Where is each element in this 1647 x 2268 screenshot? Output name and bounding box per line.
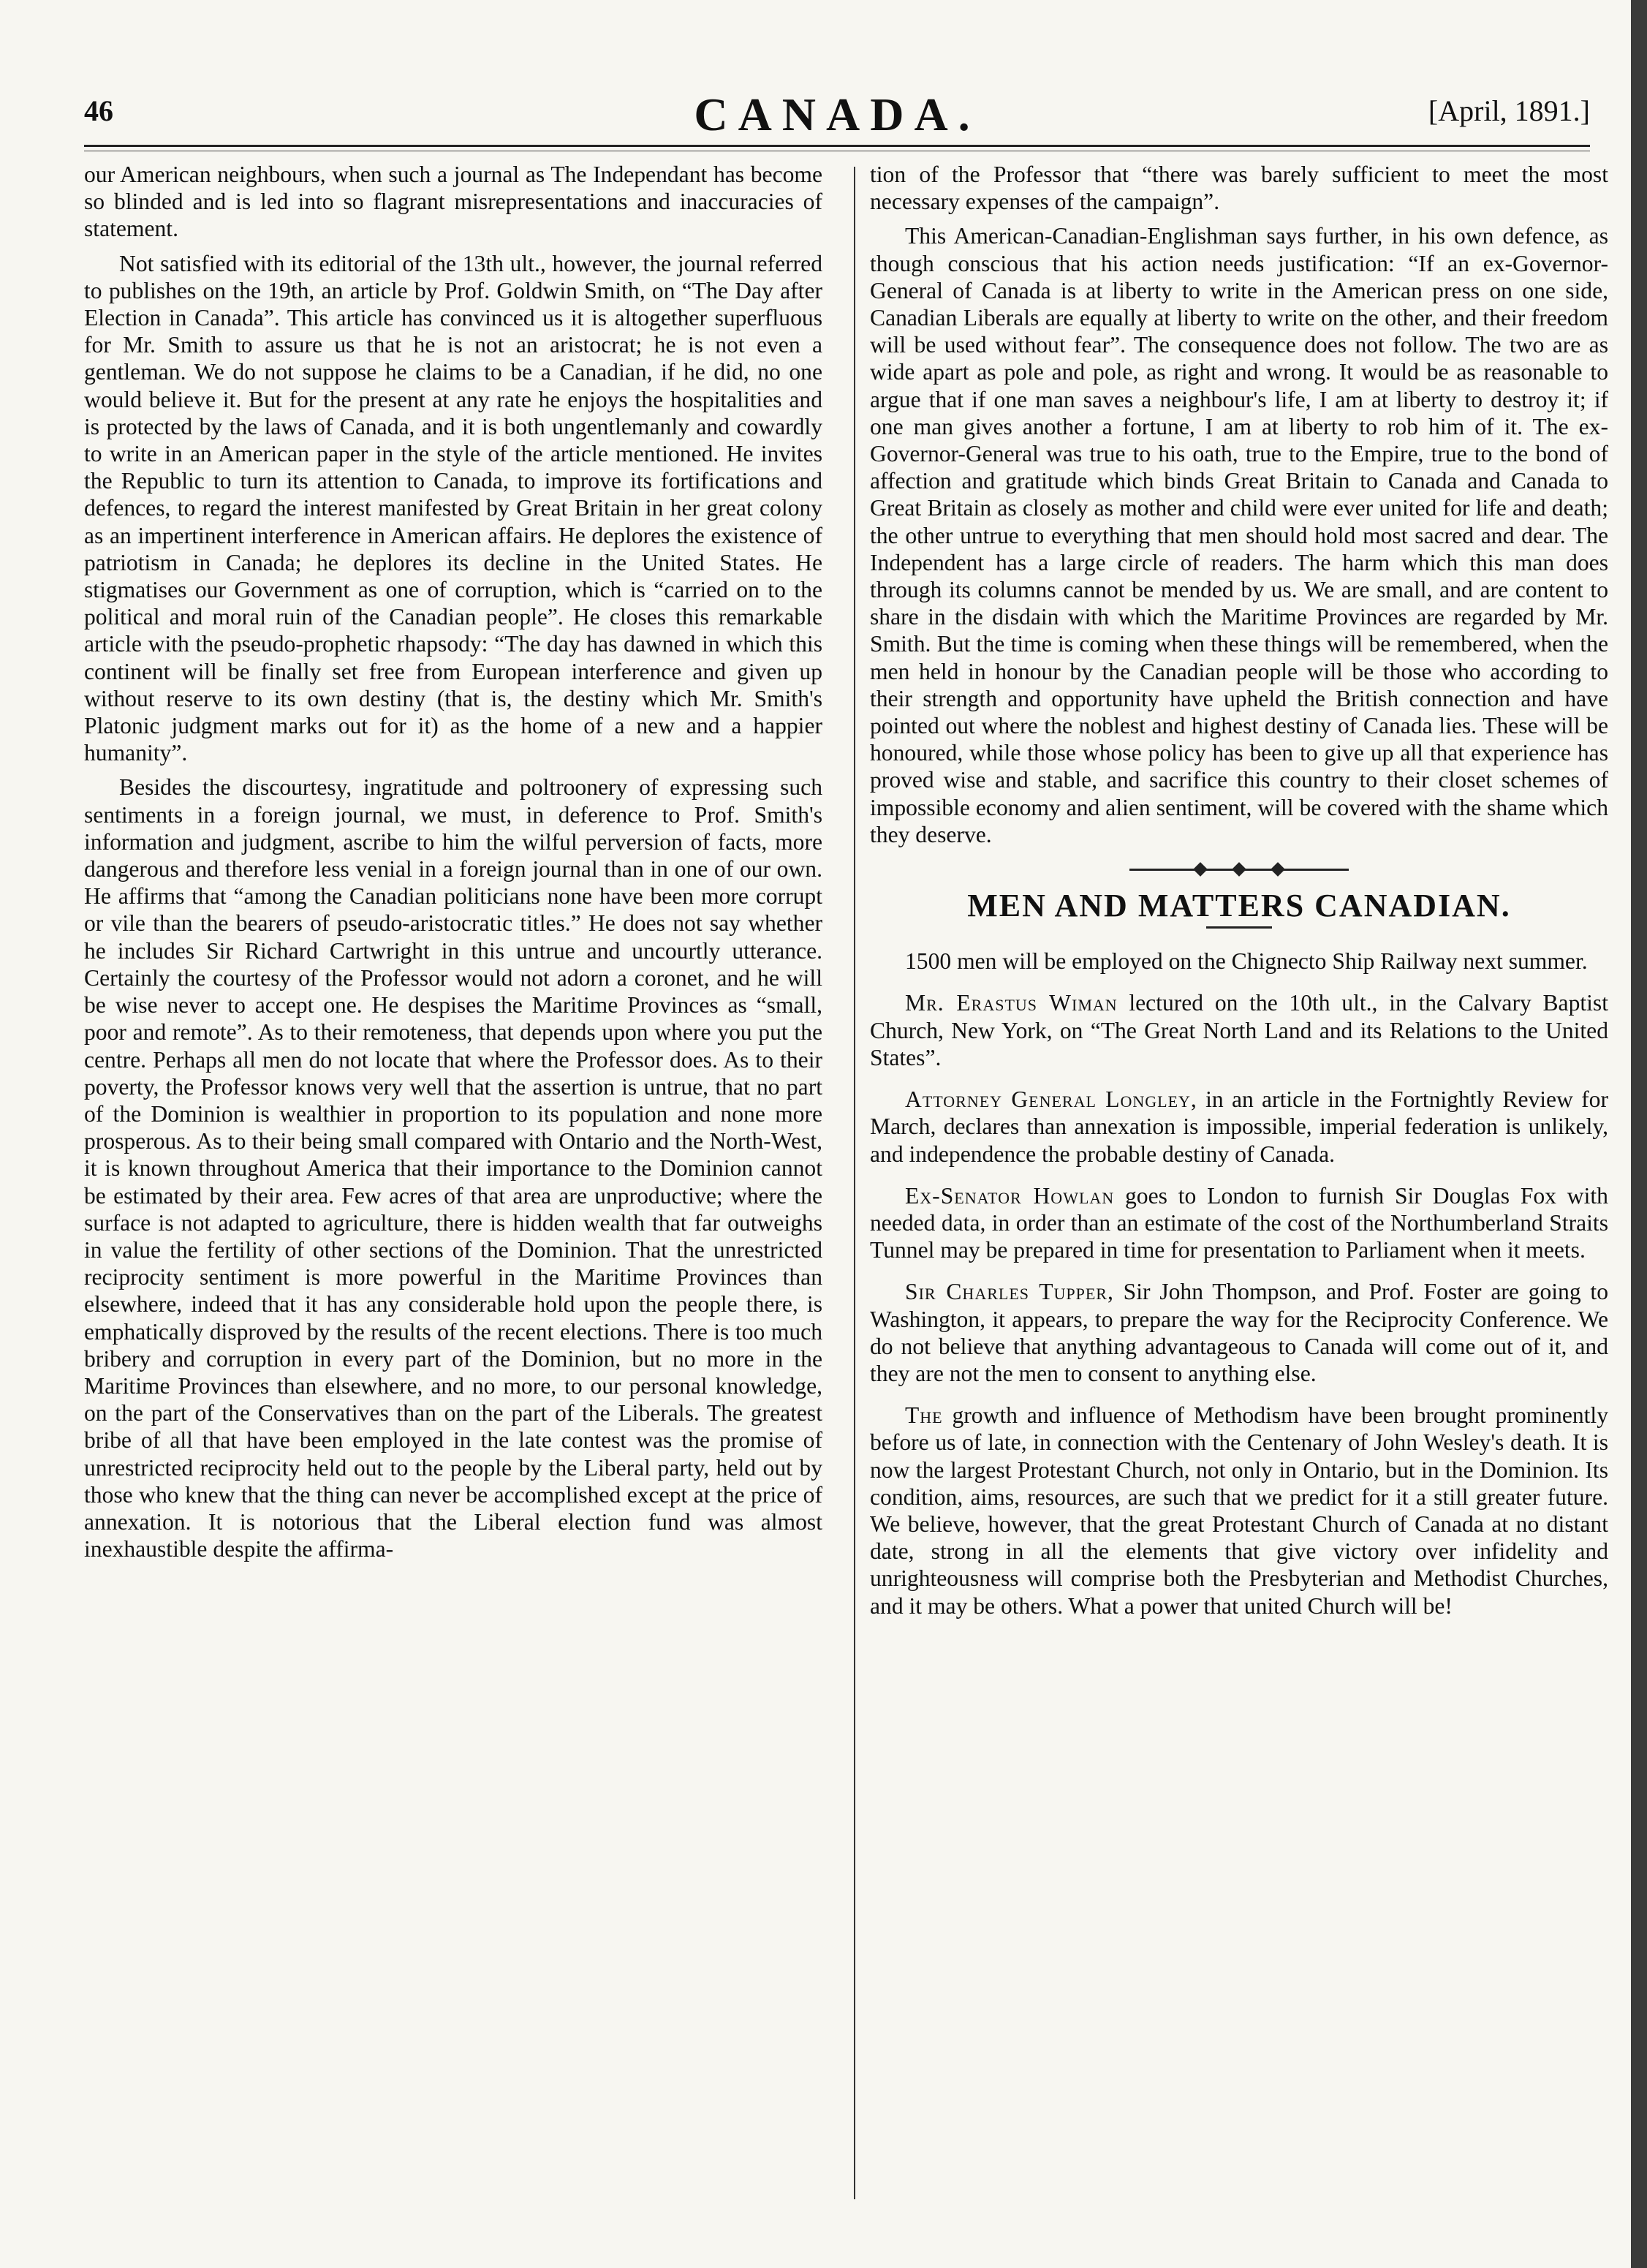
news-item-text: Sir John Thompson, and Prof. Foster are going to Washington, it appears, to prepare the way for the Reciprocity Conference. We do not believe that anything advantageous to Canada will come out of it, and they are not the men to consent to anything else.: [870, 1279, 1608, 1386]
left-column: [84, 161, 822, 1570]
news-item: [870, 948, 1608, 975]
article-paragraph: Besides the discourtesy, ingratitude and poltroonery of expressing such sentiments in a foreign journal, we must, in deference to Prof. Smith's information and judgment, ascribe to him the wilful perversion of facts, more dangerous and therefore less venial in a foreign journal than in one of our own. He affirms that “among the Canadian politicians none have been more corrupt or vile than the bearers of pseudo-aristocratic titles.” He does not say whether he includes Sir Richard Cartwright in this untrue and uncourtly utterance. Certainly the courtesy of the Professor would not adorn a coronet, and he will be wise never to accept one. He despises the Maritime Provinces as “small, poor and remote”. As to their remoteness, that depends upon where you put the centre. Perhaps all men do not locate that where the Professor does. As to their poverty, the Professor knows very well that the assertion is untrue, that no part of the Dominion is wealthier in proportion to its population and none more prosperous. As to their being small compared with Ontario and the North-West, it is known throughout America that their importance to the Dominion cannot be estimated by their area. Few acres of that area are unproductive; where the surface is not adapted to agriculture, there is hidden wealth that far outweighs in value the fertility of other sections of the Dominion. That the unrestricted reciprocity sentiment is more powerful in the Maritime Provinces than elsewhere, indeed that it has any considerable hold upon the people there, is emphatically disproved by the results of the recent elections. There is too much bribery and corruption in every part of the Dominion, but no more in the Maritime Provinces than elsewhere, and no more, to our personal knowledge, on the part of the Conservatives than on the part of the Liberals. The greatest bribe of all that have been employed in the late contest was the promise of unrestricted reciprocity held out to the people by the Liberal party, held out by those who knew that the thing can never be accomplished except at the price of annexation. It is notorious that the Liberal election fund was almost inexhaustible despite the affirma-: [84, 774, 822, 1562]
news-item: [870, 1182, 1608, 1264]
news-item-lead: Sir Charles Tupper,: [905, 1279, 1114, 1305]
article-paragraph: This American-Canadian-Englishman says further, in his own defence, as though conscious that his action needs justification: “If an ex-Governor-General of Canada is at liberty to write in the American press on one side, Canadian Liberals are equally at liberty to write on the other, and their freedom will be used without fear”. The consequence does not follow. The two are as wide apart as pole and pole, as right and wrong. It would be as reasonable to argue that if one man saves a neighbour's life, I am at liberty to destroy it; if one man gives another a fortune, I am at liberty to rob him of it. The ex-Governor-General was true to his oath, true to the Empire, true to the bond of affection and gratitude which binds Great Britain to Canada and Canada to Great Britain as closely as mother and child were ever united for life and death; the other untrue to everything that men should hold most sacred and dear. The Independent has a large circle of readers. The harm which this man does through its columns cannot be mended by us. We are small, and are content to share in the disdain with which the Maritime Provinces are regarded by Mr. Smith. But the time is coming when these things will be remembered, when the men held in honour by the Canadian people will be those who according to their strength and opportunity have upheld the British connection and have pointed out where the noblest and highest destiny of Canada lies. These will be honoured, while those whose policy has been to give up all that experience has proved wise and stable, and sacrifice this country to their closet schemes of impossible economy and alien sentiment, will be covered with the shame which they deserve.: [870, 223, 1608, 847]
news-item: [870, 989, 1608, 1071]
right-column: [870, 161, 1608, 1634]
news-item: [870, 1278, 1608, 1387]
section-title: MEN AND MATTERS CANADIAN.: [967, 888, 1511, 924]
page-number: 46: [84, 94, 113, 127]
header-rule: [84, 145, 1590, 147]
news-item-lead: The: [905, 1402, 943, 1429]
news-item-text: growth and influence of Methodism have been brought prominently before us of late, in connection with the Centenary of John Wesley's death. It is now the largest Protestant Church, not only in Ontario, but in the Dominion. Its condition, aims, resources, are such that we predict for it a still greater future. We believe, however, that the great Protestant Church of Canada at no distant date, strong in all the elements that give victory over infidelity and unrighteousness will comprise both the Presbyterian and Methodist Churches, and it may be others. What a power that united Church will be!: [870, 1402, 1608, 1619]
news-item-text: goes to London to furnish Sir Douglas Fox with needed data, in order than an estimate of the cost of the Northumberland Straits Tunnel may be prepared in time for presentation to Parliament when it meets.: [870, 1182, 1608, 1263]
news-item-text: 1500 men will be employed on the Chignecto Ship Railway next summer.: [905, 948, 1588, 975]
news-item-text: lectured on the 10th ult., in the Calvary Baptist Church, New York, on “The Great North Land and its Relations to the United States”.: [870, 990, 1608, 1070]
news-item: [870, 1402, 1608, 1619]
news-item: [870, 1086, 1608, 1168]
column-divider: [854, 167, 855, 2199]
news-item-lead: Mr. Erastus Wiman: [905, 990, 1118, 1016]
article-paragraph: Not satisfied with its editorial of the 13th ult., however, the journal referred to publishes on the 19th, an article by Prof. Goldwin Smith, on “The Day after Election in Canada”. This article has convinced us it is altogether superfluous for Mr. Smith to assure us that he is not an aristocrat; he is not even a gentleman. We do not suppose he claims to be a Canadian, if he did, no one would believe it. But for the present at any rate he enjoys the hospitalities and is protected by the laws of Canada, and it is both ungentlemanly and cowardly to write in an American paper in the style of the article mentioned. He invites the Republic to turn its attention to Canada, to improve its fortifications and defences, to regard the interest manifested by Great Britain in her great colony as an impertinent interference in American affairs. He deplores the existence of patriotism in Canada; he deplores its decline in the United States. He stigmatises our Government as one of corruption, which is “carried on to the political and moral ruin of the Canadian people”. He closes this remarkable article with the pseudo-prophetic rhapsody: “The day has dawned in which this continent will be finally set free from European interference and given up without reserve to its own destiny (that is, the destiny which Mr. Smith's Platonic judgment marks out for it) as the home of a new and a happier humanity”.: [84, 250, 822, 766]
news-item-lead: Ex-Senator Howlan: [905, 1182, 1115, 1209]
article-paragraph: our American neighbours, when such a journal as The Independant has become so blinded and is led into so flagrant misrepresentations and inaccuracies of statement.: [84, 162, 822, 242]
news-item-lead: Attorney General Longley,: [905, 1086, 1197, 1113]
article-paragraph: tion of the Professor that “there was barely sufficient to meet the most necessary expenses of the campaign”.: [870, 162, 1608, 215]
section-title-rule: [1206, 926, 1272, 929]
section-ornament: [1129, 864, 1349, 874]
page-binding-edge: [1631, 0, 1647, 2268]
issue-dateline: [April, 1891.]: [1428, 94, 1590, 127]
news-item-text: in an article in the Fortnightly Review for March, declares than annexation is impossible, imperial federation is unlikely, and independence the probable destiny of Canada.: [870, 1086, 1609, 1167]
masthead-title: CANADA.: [694, 88, 980, 140]
page-header: [84, 88, 1590, 139]
